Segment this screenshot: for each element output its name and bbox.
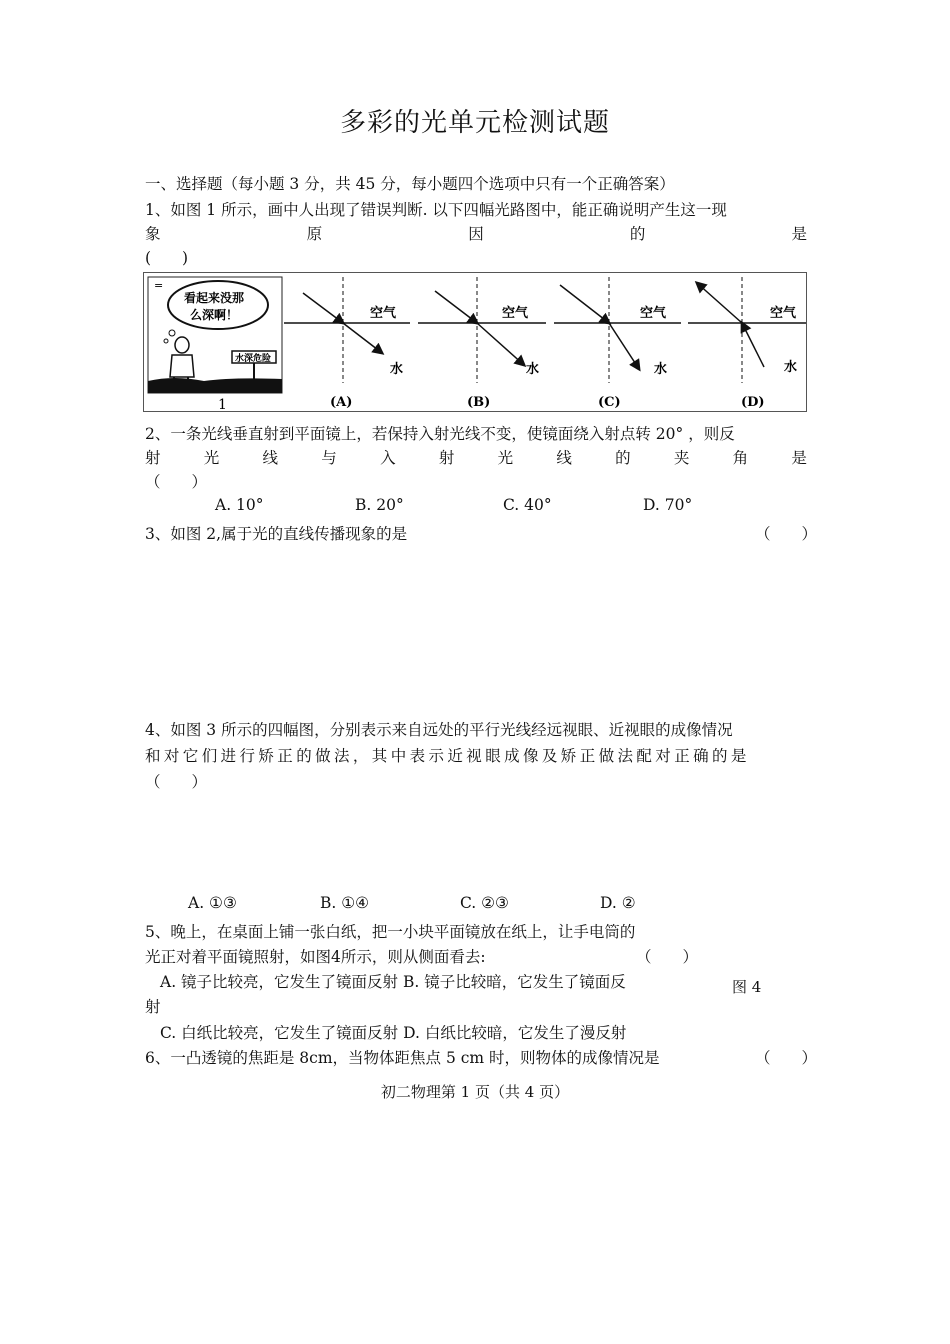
cartoon-panel xyxy=(148,277,282,393)
q1-word: 象 xyxy=(145,225,161,243)
q2-word: 角 xyxy=(732,449,749,467)
figure-1-drawing xyxy=(144,273,806,411)
q5-line1: 5、晚上，在桌面上铺一张白纸，把一小块平面镜放在纸上，让手电筒的 xyxy=(145,923,636,941)
q2-word: 入 xyxy=(380,449,396,467)
q2-word: 线 xyxy=(262,449,279,467)
q2-word: 射 xyxy=(145,449,161,467)
sign-text: 水深危险 xyxy=(235,354,272,364)
label-b: (B) xyxy=(467,395,491,410)
ground xyxy=(148,378,282,393)
diagram-c xyxy=(554,277,681,383)
q2-option-c[interactable]: C. 40° xyxy=(503,496,552,514)
q1-answer-paren: ( ) xyxy=(145,249,189,267)
q2-word: 线 xyxy=(556,449,572,467)
man-body xyxy=(170,355,194,377)
air-label: 空气 xyxy=(370,306,397,321)
q2-option-a[interactable]: A. 10° xyxy=(215,496,264,514)
figure-1 xyxy=(143,272,807,412)
q1-line1: 1、如图 1 所示，画中人出现了错误判断. 以下四幅光路图中，能正确说明产生这一现 xyxy=(145,201,727,219)
bubble-text-2: 么深啊！ xyxy=(190,308,239,322)
label-c: (C) xyxy=(598,395,621,410)
q5-line2: 光正对着平面镜照射，如图4所示，则从侧面看去: xyxy=(145,948,486,966)
diagram-b xyxy=(418,277,546,383)
q2-word: 光 xyxy=(497,449,514,467)
water-label: 水 xyxy=(390,362,404,377)
q5-options-ab[interactable]: A. 镜子比较亮，它发生了镜面反射 B. 镜子比较暗，它发生了镜面反 xyxy=(160,973,626,991)
q4-option-c[interactable]: C. ②③ xyxy=(460,894,509,912)
q1-word: 原 xyxy=(306,225,323,243)
diagram-d xyxy=(688,277,806,383)
q6-text: 6、一凸透镜的焦距是 8cm，当物体距焦点 5 cm 时，则物体的成像情况是 xyxy=(145,1049,660,1067)
q2-word: 射 xyxy=(438,449,455,467)
air-label: 空气 xyxy=(770,306,797,321)
q1-word: 的 xyxy=(629,225,646,243)
q4-option-d[interactable]: D. ② xyxy=(600,894,636,912)
q2-word: 与 xyxy=(321,449,337,467)
q2-option-d[interactable]: D. 70° xyxy=(643,496,693,514)
man-head xyxy=(175,337,189,353)
q3-text: 3、如图 2,属于光的直线传播现象的是 xyxy=(145,525,408,543)
water-label: 水 xyxy=(526,362,540,377)
label-d: (D) xyxy=(741,395,765,410)
label-a: (A) xyxy=(330,395,353,410)
q6-answer-paren: （ ） xyxy=(755,1049,818,1067)
q5-options-cd[interactable]: C. 白纸比较亮，它发生了镜面反射 D. 白纸比较暗，它发生了漫反射 xyxy=(160,1024,627,1042)
page-footer: 初二物理第 1 页（共 4 页） xyxy=(380,1083,570,1101)
q1-word: 是 xyxy=(791,225,807,243)
q1-word: 因 xyxy=(468,225,484,243)
q4-line1: 4、如图 3 所示的四幅图，分别表示来自远处的平行光线经远视眼、近视眼的成像情况 xyxy=(145,721,733,739)
figure-caption: 1 xyxy=(218,397,227,411)
air-label: 空气 xyxy=(502,306,529,321)
q5-options-ab-wrap: 射 xyxy=(145,998,161,1016)
q5-answer-paren: （ ） xyxy=(636,948,699,966)
q1-line2 xyxy=(145,222,807,244)
q2-word: 是 xyxy=(791,449,807,467)
bubble-text-1: 看起来没那 xyxy=(184,291,245,305)
corner-mark: = xyxy=(154,279,164,292)
q4-option-b[interactable]: B. ①④ xyxy=(320,894,370,912)
q2-line1: 2、一条光线垂直射到平面镜上，若保持入射光线不变，使镜面绕入射点转 20° ，则反 xyxy=(145,425,735,443)
q2-word: 夹 xyxy=(673,449,690,467)
air-label: 空气 xyxy=(640,306,667,321)
q4-answer-paren: （ ） xyxy=(145,773,208,791)
q4-option-a[interactable]: A. ①③ xyxy=(188,894,237,912)
q2-answer-paren: （ ） xyxy=(145,473,208,491)
figure-4-label: 图 4 xyxy=(732,978,762,996)
page-title: 多彩的光单元检测试题 xyxy=(339,108,610,138)
q2-word: 光 xyxy=(203,449,220,467)
water-label: 水 xyxy=(784,360,798,375)
q2-option-b[interactable]: B. 20° xyxy=(355,496,404,514)
q4-line2: 和对它们进行矫正的做法，其中表示近视眼成像及矫正做法配对正确的是 xyxy=(145,747,750,765)
diagram-a xyxy=(284,277,410,383)
q3-answer-paren: （ ） xyxy=(755,525,818,543)
q2-line2 xyxy=(145,446,807,468)
water-label: 水 xyxy=(654,362,668,377)
section-heading: 一、选择题（每小题 3 分，共 45 分，每小题四个选项中只有一个正确答案） xyxy=(145,175,675,193)
q2-word: 的 xyxy=(615,449,631,467)
